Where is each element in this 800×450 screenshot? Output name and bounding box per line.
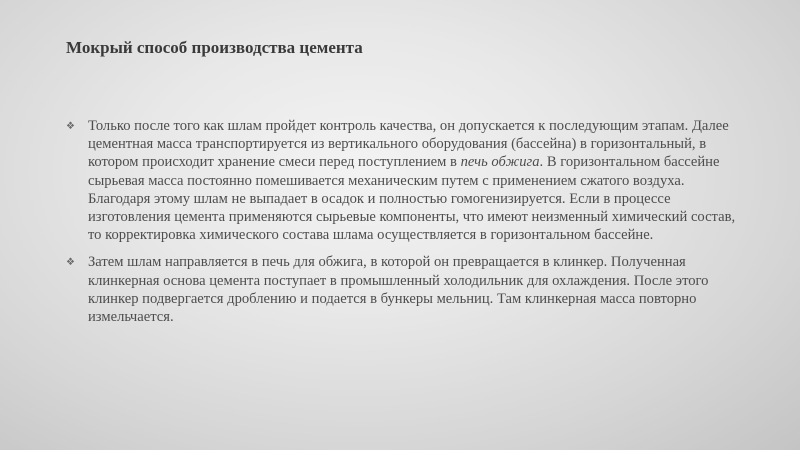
bullet-text-1 xyxy=(88,118,735,243)
bullet-text-2: Затем шлам направляется в печь для обжига, в которой он превращается в клинкер. Полученная клинкерная основа цемента поступает в промышленный холодильник для охлаждения. После этого клинкер подвергается дроблению и подается в бункеры мельниц. Там клинкерная масса повторно измельчается. xyxy=(88,254,709,326)
bullet-text-1-after: . В горизонтальном бассейне сырьевая масса постоянно помешивается механическим путем с применением сжатого воздуха. Благодаря этому шлам не выпадает в осадок и полностью гомогенизируется. Если в процессе изготовления цемента применяются сырьевые компоненты, что имеют неизменный химический состав, то корректировка химического состава шлама осуществляется в горизонтальном бассейне. xyxy=(88,154,736,244)
diamond-bullet-icon: ❖ xyxy=(66,121,75,132)
bullet-list xyxy=(66,117,738,335)
bullet-text-1-emphasis: печь обжига xyxy=(460,154,540,171)
bullet-item-2 xyxy=(66,253,738,326)
slide-title: Мокрый способ производства цемента xyxy=(66,38,363,57)
diamond-bullet-icon: ❖ xyxy=(66,257,75,269)
bullet-text-1-before: Только после того как шлам пройдет контроль качества, он допускается к последующим этапам. Далее цементная масса транспортируется из вертикального оборудования (бассейна) в горизонтальный, в котором происходит хранение смеси перед поступлением в xyxy=(88,118,729,171)
bullet-item-1 xyxy=(66,117,738,244)
